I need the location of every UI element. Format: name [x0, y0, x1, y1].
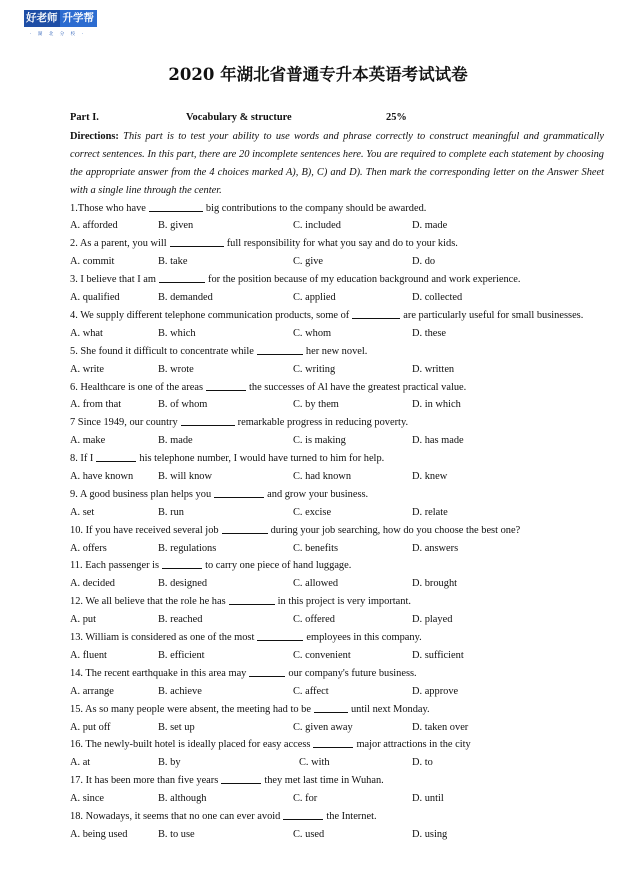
question-item — [70, 271, 604, 307]
question-text-before-blank: 3. I believe that I am — [70, 274, 156, 286]
answer-option-c: C. excise — [293, 506, 332, 518]
answer-option-a: A. qualified — [70, 292, 120, 304]
answer-blank — [206, 379, 246, 391]
question-text-before-blank: 13. William is considered as one of the most — [70, 632, 255, 644]
question-text-before-blank: 9. A good business plan helps you — [70, 488, 212, 500]
answer-blank — [159, 271, 205, 283]
answer-option-a: A. at — [70, 757, 91, 769]
answer-option-b: B. will know — [158, 471, 212, 482]
answer-option-b: B. given — [158, 220, 194, 232]
question-stem — [70, 593, 604, 611]
question-text-before-blank: 10. If you have received several job — [70, 524, 219, 536]
answer-option-c: C. writing — [293, 363, 336, 375]
answer-option-b: B. reached — [158, 614, 203, 626]
logo-subtitle: · 湖 北 分 校 · — [30, 32, 86, 37]
question-text-before-blank: 8. If I — [70, 453, 94, 465]
question-stem — [70, 343, 604, 361]
answer-option-a: A. set — [70, 506, 95, 518]
question-item — [70, 379, 604, 415]
question-text-after-blank: and grow your business. — [267, 488, 369, 500]
answer-option-c: C. allowed — [293, 578, 339, 590]
question-text-after-blank: her new novel. — [305, 345, 368, 357]
question-text-after-blank: our company's future business. — [288, 667, 417, 679]
question-item — [70, 557, 604, 593]
answer-blank — [283, 808, 323, 820]
answer-blank — [257, 629, 303, 641]
question-text-after-blank: they met last time in Wuhan. — [264, 775, 384, 787]
question-text-before-blank: 5. She found it difficult to concentrate while — [70, 345, 254, 357]
answer-option-a: A. what — [70, 327, 103, 339]
question-text-after-blank: until next Monday. — [350, 703, 430, 715]
answer-option-d: D. do — [412, 256, 436, 268]
answer-option-a: A. put off — [70, 721, 111, 733]
question-stem — [70, 450, 604, 468]
question-text-before-blank: 18. Nowadays, it seems that no one can ever avoid — [70, 811, 281, 823]
directions — [70, 128, 604, 200]
answer-option-a: A. being used — [70, 828, 128, 840]
question-item — [70, 200, 604, 236]
exam-content — [70, 109, 604, 844]
answer-option-b: B. efficient — [158, 649, 205, 661]
answer-option-c: C. had known — [293, 471, 352, 482]
answer-blank — [221, 772, 261, 784]
question-text-before-blank: 14. The recent earthquake in this area may — [70, 667, 247, 679]
answer-option-b: B. regulations — [158, 542, 217, 554]
question-item — [70, 772, 604, 808]
answer-option-b: B. although — [158, 793, 207, 805]
logo-text-part2: 升学帮 — [60, 10, 98, 27]
question-text-before-blank: 11. Each passenger is — [70, 560, 160, 572]
question-stem — [70, 736, 604, 754]
answer-option-c: C. by them — [293, 399, 339, 411]
answer-blank — [229, 593, 275, 605]
answer-option-b: B. take — [158, 256, 188, 268]
question-text-after-blank: in this project is very important. — [277, 596, 411, 608]
question-text-after-blank: to carry one piece of hand luggage. — [205, 560, 352, 572]
answer-option-b: B. run — [158, 506, 184, 518]
part-heading — [70, 109, 604, 127]
answer-option-b: B. demanded — [158, 292, 213, 304]
answer-option-a: A. offers — [70, 542, 107, 554]
answer-option-d: D. in which — [412, 399, 461, 411]
answer-options — [70, 540, 604, 558]
answer-options — [70, 432, 604, 450]
question-text-before-blank: 4. We supply different telephone communication products, some of — [70, 309, 350, 321]
answer-blank — [170, 235, 224, 247]
answer-option-c: C. used — [293, 828, 325, 840]
question-text-after-blank: are particularly useful for small businesses. — [403, 309, 584, 321]
answer-option-c: C. given away — [293, 721, 353, 733]
logo-text-part1: 好老师 — [24, 10, 60, 27]
question-item — [70, 486, 604, 522]
question-text-before-blank: 16. The newly-built hotel is ideally placed for easy access — [70, 739, 311, 751]
question-text-after-blank: the Internet. — [326, 811, 377, 823]
answer-option-d: D. these — [412, 327, 447, 339]
answer-option-a: A. arrange — [70, 685, 114, 697]
question-item — [70, 701, 604, 737]
answer-option-a: A. fluent — [70, 649, 107, 661]
answer-options — [70, 325, 604, 343]
answer-blank — [352, 307, 400, 319]
page-title: 2020 年湖北省普通专升本英语考试试卷 — [168, 65, 468, 84]
answer-option-d: D. collected — [412, 292, 463, 304]
answer-option-d: D. taken over — [412, 721, 469, 733]
question-stem — [70, 665, 604, 683]
answer-option-a: A. write — [70, 363, 105, 375]
question-item — [70, 450, 604, 486]
question-stem — [70, 701, 604, 719]
question-text-before-blank: 7 Since 1949, our country — [70, 417, 178, 429]
question-stem — [70, 235, 604, 253]
answer-option-c: C. applied — [293, 292, 336, 304]
question-text-after-blank: during your job searching, how do you choose the best one? — [270, 524, 521, 536]
answer-option-c: C. affect — [293, 685, 329, 697]
answer-option-d: D. using — [412, 828, 448, 840]
answer-options — [70, 790, 604, 808]
question-item — [70, 343, 604, 379]
answer-option-b: B. made — [158, 435, 193, 447]
question-text-before-blank: 15. As so many people were absent, the meeting had to be — [70, 703, 311, 715]
answer-options — [70, 217, 604, 235]
answer-option-a: A. commit — [70, 256, 115, 268]
question-text-before-blank: 17. It has been more than five years — [70, 775, 219, 787]
question-stem — [70, 772, 604, 790]
answer-option-b: B. by — [158, 757, 181, 769]
answer-options — [70, 253, 604, 271]
answer-blank — [96, 450, 136, 462]
question-text-after-blank: the successes of Al have the greatest practical value. — [249, 381, 467, 393]
question-text-after-blank: major attractions in the city — [356, 739, 471, 751]
question-item — [70, 235, 604, 271]
answer-option-d: D. knew — [412, 471, 448, 482]
question-stem — [70, 271, 604, 289]
answer-blank — [314, 701, 348, 713]
answer-option-b: B. achieve — [158, 685, 202, 697]
answer-options — [70, 719, 604, 737]
answer-option-d: D. approve — [412, 685, 459, 697]
answer-blank — [249, 665, 285, 677]
answer-options — [70, 611, 604, 629]
answer-options — [70, 396, 604, 414]
answer-option-a: A. from that — [70, 399, 122, 411]
answer-options — [70, 575, 604, 593]
answer-option-c: C. give — [293, 256, 324, 268]
question-stem — [70, 522, 604, 540]
answer-option-d: D. relate — [412, 506, 448, 518]
question-text-after-blank: his telephone number, I would have turned to him for help. — [139, 453, 385, 465]
answer-option-d: D. played — [412, 614, 453, 626]
answer-option-d: D. brought — [412, 578, 458, 590]
answer-option-a: A. decided — [70, 578, 116, 590]
answer-options — [70, 361, 604, 379]
answer-option-c: C. convenient — [293, 649, 351, 661]
question-item — [70, 736, 604, 772]
question-item — [70, 629, 604, 665]
part-label: Part I. — [70, 112, 99, 123]
answer-option-a: A. make — [70, 435, 106, 447]
question-item — [70, 808, 604, 844]
answer-option-c: C. is making — [293, 435, 346, 447]
logo — [24, 10, 102, 40]
question-item — [70, 665, 604, 701]
answer-option-b: B. to use — [158, 828, 195, 840]
answer-blank — [257, 343, 303, 355]
answer-option-b: B. wrote — [158, 363, 194, 375]
question-text-before-blank: 12. We all believe that the role he has — [70, 596, 226, 608]
answer-options — [70, 504, 604, 522]
question-text-after-blank: remarkable progress in reducing poverty. — [237, 417, 409, 429]
answer-option-d: D. sufficient — [412, 649, 464, 661]
answer-blank — [313, 736, 353, 748]
answer-option-c: C. benefits — [293, 542, 339, 554]
logo-mark — [24, 10, 102, 27]
question-stem — [70, 307, 604, 325]
answer-option-d: D. to — [412, 757, 433, 769]
answer-blank — [181, 414, 235, 426]
answer-option-d: D. made — [412, 220, 448, 232]
answer-blank — [162, 557, 202, 569]
question-text-after-blank: employees in this company. — [306, 632, 422, 644]
answer-option-a: A. put — [70, 614, 96, 626]
answer-option-a: A. since — [70, 793, 105, 805]
answer-option-b: B. set up — [158, 721, 195, 733]
question-stem — [70, 414, 604, 432]
part-percent: 25% — [386, 112, 407, 123]
answer-blank — [214, 486, 264, 498]
question-stem — [70, 200, 604, 218]
answer-options — [70, 683, 604, 701]
answer-options — [70, 826, 604, 844]
answer-options — [70, 468, 604, 486]
answer-option-b: B. which — [158, 327, 196, 339]
answer-option-b: B. of whom — [158, 399, 208, 411]
answer-options — [70, 289, 604, 307]
answer-option-d: D. written — [412, 363, 455, 375]
answer-option-c: C. offered — [293, 614, 335, 626]
question-item — [70, 307, 604, 343]
question-list — [70, 200, 604, 844]
part-name: Vocabulary & structure — [186, 112, 292, 123]
question-stem — [70, 629, 604, 647]
answer-options — [70, 647, 604, 665]
question-text-before-blank: 1.Those who have — [70, 202, 146, 214]
question-text-before-blank: 6. Healthcare is one of the areas — [70, 381, 203, 393]
answer-option-c: C. whom — [293, 327, 332, 339]
directions-text: This part is to test your ability to use words and phrase correctly to construct meaningful and grammatically correct sentences. In this part, there are 20 incomplete sentences here. You are required to complete each statement by choosing the appropriate answer from the 4 choices marked A), B), C) and D). Then mark the corresponding letter on the Answer Sheet with a single line through the center. — [70, 130, 604, 196]
directions-label: Directions: — [70, 130, 119, 142]
question-text-after-blank: for the position because of my education background and work experience. — [207, 274, 521, 286]
question-stem — [70, 808, 604, 826]
answer-options — [70, 754, 604, 772]
answer-option-d: D. has made — [412, 435, 464, 447]
question-text-after-blank: big contributions to the company should be awarded. — [205, 202, 427, 214]
question-stem — [70, 557, 604, 575]
question-text-after-blank: full responsibility for what you say and do to your kids. — [226, 238, 458, 250]
answer-option-a: A. have known — [70, 471, 134, 482]
answer-option-c: C. included — [293, 220, 341, 232]
answer-option-d: D. answers — [412, 542, 459, 554]
answer-option-c: C. for — [293, 793, 318, 805]
answer-option-a: A. afforded — [70, 220, 118, 232]
answer-option-b: B. designed — [158, 578, 208, 590]
answer-blank — [149, 200, 203, 212]
answer-blank — [222, 522, 268, 534]
answer-option-c: C. with — [299, 757, 330, 769]
question-item — [70, 593, 604, 629]
question-stem — [70, 379, 604, 397]
question-item — [70, 414, 604, 450]
question-text-before-blank: 2. As a parent, you will — [70, 238, 167, 250]
question-item — [70, 522, 604, 558]
answer-option-d: D. until — [412, 793, 444, 805]
question-stem — [70, 486, 604, 504]
